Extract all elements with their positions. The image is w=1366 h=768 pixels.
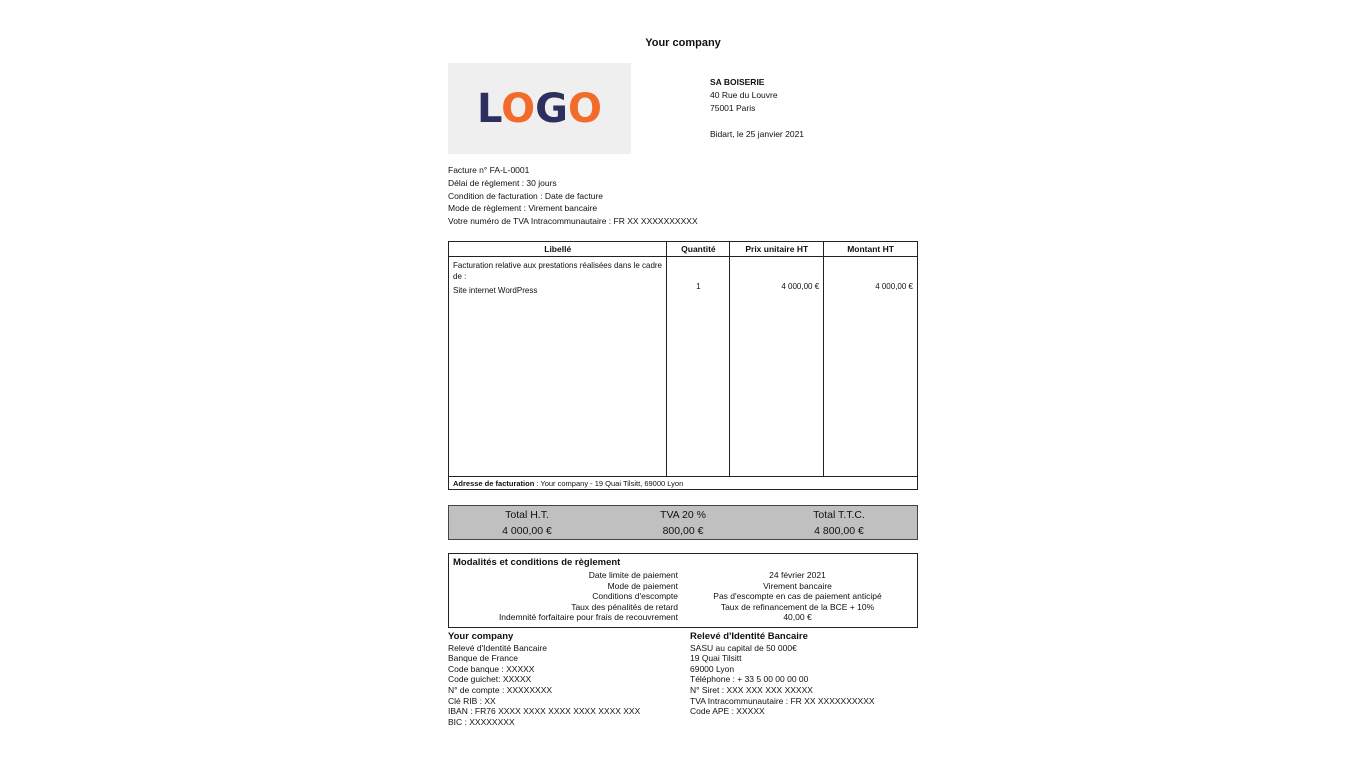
item-description xyxy=(449,257,667,477)
item-label: Site internet WordPress xyxy=(453,286,538,295)
total-ht xyxy=(449,506,605,539)
table-row xyxy=(449,257,918,477)
logo xyxy=(448,63,631,154)
payment-mode: Mode de règlement : Virement bancaire xyxy=(448,203,598,214)
footer-line: BIC : XXXXXXXX xyxy=(448,716,515,727)
logo-text xyxy=(477,86,602,132)
total-ht-value: 4 000,00 € xyxy=(502,525,552,537)
footer-bank-title: Relevé d'Identité Bancaire xyxy=(690,631,808,642)
totals-bar xyxy=(448,505,918,540)
footer-line: 19 Quai Tilsitt xyxy=(690,653,742,664)
column-header-quantity: Quantité xyxy=(667,242,730,257)
item-intro: Facturation relative aux prestations réalisées dans le cadre de : xyxy=(453,261,662,281)
tva xyxy=(605,506,761,539)
billing-address-value: : Your company - 19 Quai Tilsitt, 69000 Lyon xyxy=(534,479,684,488)
billing-condition: Condition de facturation : Date de facture xyxy=(448,190,603,201)
footer-bank xyxy=(690,632,875,717)
item-unit-price xyxy=(730,257,824,477)
footer-line: Clé RIB : XX xyxy=(448,695,496,706)
table-header-row xyxy=(449,242,918,257)
condition-row xyxy=(449,581,917,592)
logo-letter: G xyxy=(535,85,568,132)
invoice-number: Facture n° FA-L-0001 xyxy=(448,165,530,175)
footer-line: IBAN : FR76 XXXX XXXX XXXX XXXX XXXX XXX xyxy=(448,706,641,717)
footer-company-title: Your company xyxy=(448,631,514,642)
condition-label: Mode de paiement xyxy=(607,580,678,591)
condition-value: Taux de refinancement de la BCE + 10% xyxy=(720,601,875,612)
footer-line: Banque de France xyxy=(448,653,518,664)
column-header-label: Libellé xyxy=(449,242,667,257)
logo-letter: L xyxy=(477,85,502,132)
logo-letter: O xyxy=(501,85,536,132)
tva-value: 800,00 € xyxy=(662,525,704,537)
total-ttc-label: Total T.T.C. xyxy=(813,509,865,521)
billing-address xyxy=(448,476,918,490)
condition-row xyxy=(449,570,917,581)
total-ttc-value: 4 800,00 € xyxy=(814,525,864,537)
footer-line: Code guichet: XXXXX xyxy=(448,674,532,685)
company-title: Your company xyxy=(645,37,721,49)
condition-value: 40,00 € xyxy=(783,612,812,623)
item-amount xyxy=(824,257,918,477)
condition-value: Virement bancaire xyxy=(763,580,832,591)
footer-line: SASU au capital de 50 000€ xyxy=(690,642,797,653)
item-quantity-value: 1 xyxy=(696,282,701,291)
condition-row xyxy=(449,612,917,623)
item-quantity xyxy=(667,257,730,477)
column-header-amount: Montant HT xyxy=(824,242,918,257)
recipient-name: SA BOISERIE xyxy=(710,77,765,87)
footer-line: N° Siret : XXX XXX XXX XXXXX xyxy=(690,684,813,695)
payment-conditions xyxy=(448,553,918,628)
footer-line: N° de compte : XXXXXXXX xyxy=(448,684,553,695)
footer-line: Téléphone : + 33 5 00 00 00 00 xyxy=(690,674,809,685)
conditions-title: Modalités et conditions de règlement xyxy=(453,557,621,568)
tva-label: TVA 20 % xyxy=(660,509,706,521)
condition-row xyxy=(449,591,917,602)
recipient-address-line: 75001 Paris xyxy=(710,103,756,113)
footer-line: TVA Intracommunautaire : FR XX XXXXXXXXXX xyxy=(690,695,875,706)
footer-line: 69000 Lyon xyxy=(690,663,735,674)
condition-label: Date limite de paiement xyxy=(588,570,678,580)
logo-letter: O xyxy=(567,85,602,132)
items-table xyxy=(448,241,918,477)
footer-line: Code APE : XXXXX xyxy=(690,706,765,717)
item-unit-price-value: 4 000,00 € xyxy=(781,282,820,291)
place-date: Bidart, le 25 janvier 2021 xyxy=(710,129,805,139)
item-amount-value: 4 000,00 € xyxy=(875,282,913,291)
vat-number: Votre numéro de TVA Intracommunautaire : FR XX XXXXXXXXXX xyxy=(448,216,698,227)
condition-label: Conditions d'escompte xyxy=(592,591,678,602)
condition-value: Pas d'escompte en cas de paiement anticipé xyxy=(713,591,882,602)
condition-label: Indemnité forfaitaire pour frais de recouvrement xyxy=(498,612,678,623)
condition-value: 24 février 2021 xyxy=(769,570,826,580)
column-header-unit-price: Prix unitaire HT xyxy=(730,242,824,257)
billing-address-label: Adresse de facturation xyxy=(453,479,535,488)
footer-line: Code banque : XXXXX xyxy=(448,663,535,674)
recipient-block xyxy=(710,76,804,141)
total-ttc xyxy=(761,506,917,539)
total-ht-label: Total H.T. xyxy=(505,509,549,521)
footer-line: Relevé d'Identité Bancaire xyxy=(448,642,547,653)
condition-label: Taux des pénalités de retard xyxy=(571,601,678,612)
footer-company xyxy=(448,632,640,727)
invoice-meta xyxy=(448,164,698,228)
condition-row xyxy=(449,602,917,613)
recipient-address-line: 40 Rue du Louvre xyxy=(710,90,778,100)
payment-delay: Délai de règlement : 30 jours xyxy=(448,177,557,188)
